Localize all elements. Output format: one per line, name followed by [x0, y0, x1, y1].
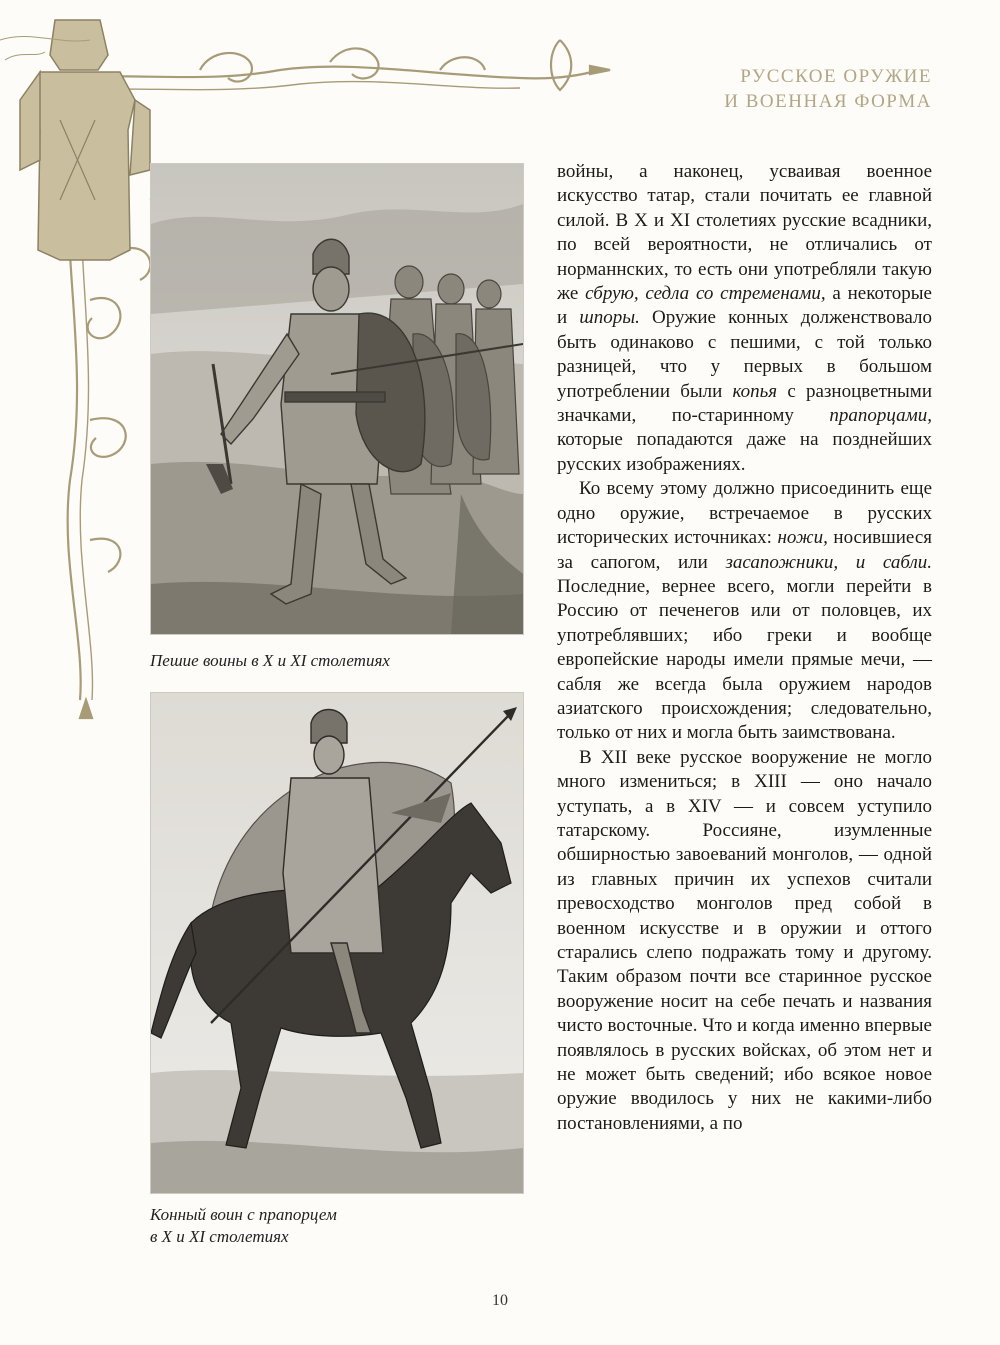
figure-caption-2: [150, 1204, 522, 1248]
illustration-mounted-warrior: [150, 692, 524, 1194]
p1-italic-1: сбрую, седла со стременами,: [585, 283, 826, 305]
illustration-foot-soldiers: [150, 163, 524, 635]
p1-text-a: войны, а наконец, усваивая военное искусство татар, стали почитать ее главной силой. В X и XI столетиях русские всадники, по всей вероятности, не отличались от норманнских, то есть они употребляли такую же: [557, 161, 932, 305]
figure-caption-1: Пешие воины в X и XI столетиях: [150, 651, 390, 670]
p1-text-b: а некоторые и: [557, 283, 932, 329]
p2-italic-1: ножи,: [777, 527, 828, 549]
p2-text-c: Последние, вернее всего, могли перейти в Россию от печенегов или от половцев, их употреблявших; ибо греки и вообще европейские народы имели прямые мечи, — сабля же всегда была оружием народов азиатского происхождения; следовательно, только от них и могла быть заимствована.: [557, 575, 932, 744]
running-head: [672, 64, 932, 114]
p1-text-d: с разноцветными значками, по-старинному: [557, 380, 932, 427]
p1-text-e: которые попадаются даже на позднейших русских изображениях.: [557, 429, 932, 475]
page-number: 10: [492, 1292, 508, 1309]
p1-italic-3: копья: [732, 380, 778, 402]
p1-italic-2: шпоры.: [579, 307, 640, 329]
p2-text-a: Ко всему этому должно присоединить еще одно оружие, встречаемое в русских исторических источниках:: [557, 478, 932, 549]
running-head-line-2: И ВОЕННАЯ ФОРМА: [724, 91, 932, 112]
figure-caption-2-line-1: Конный воин с прапорцем: [150, 1205, 337, 1224]
paragraph-2: [557, 477, 932, 745]
p2-italic-2: засапожники, и сабли.: [725, 551, 932, 573]
body-text: [557, 160, 932, 1136]
figure-caption-2-line-2: в X и XI столетиях: [150, 1227, 289, 1246]
paragraph-1: [557, 160, 932, 477]
running-head-line-1: РУССКОЕ ОРУЖИЕ: [740, 66, 932, 87]
p1-text-c: Оружие конных долженствовало быть одинаково с пешими, с той только разницей, что у первых в большом употреблении были: [557, 307, 933, 402]
p2-text-b: носившиеся за сапогом, или: [557, 527, 932, 573]
paragraph-3: В XII веке русское вооружение не могло много измениться; в XIII — оно начало уступать, а в XIV — и совсем уступило татарскому. Россияне, изумленные обширностью завоеваний монголов, — одной из главных причин их успехов считали превосходство монголов пред собой в военном искусстве и в оружии и оттого старались слепо подражать тому и другому. Таким образом почти все старинное русское вооружение носит на себе печать и названия чисто восточные. Что и когда именно впервые появлялось в русских войсках, об этом нет и не может быть сведений; ибо всякое новое оружие вводилось у них не какими-либо постановлениями, а по: [557, 746, 932, 1134]
p1-italic-4: прапорцами,: [829, 405, 932, 427]
